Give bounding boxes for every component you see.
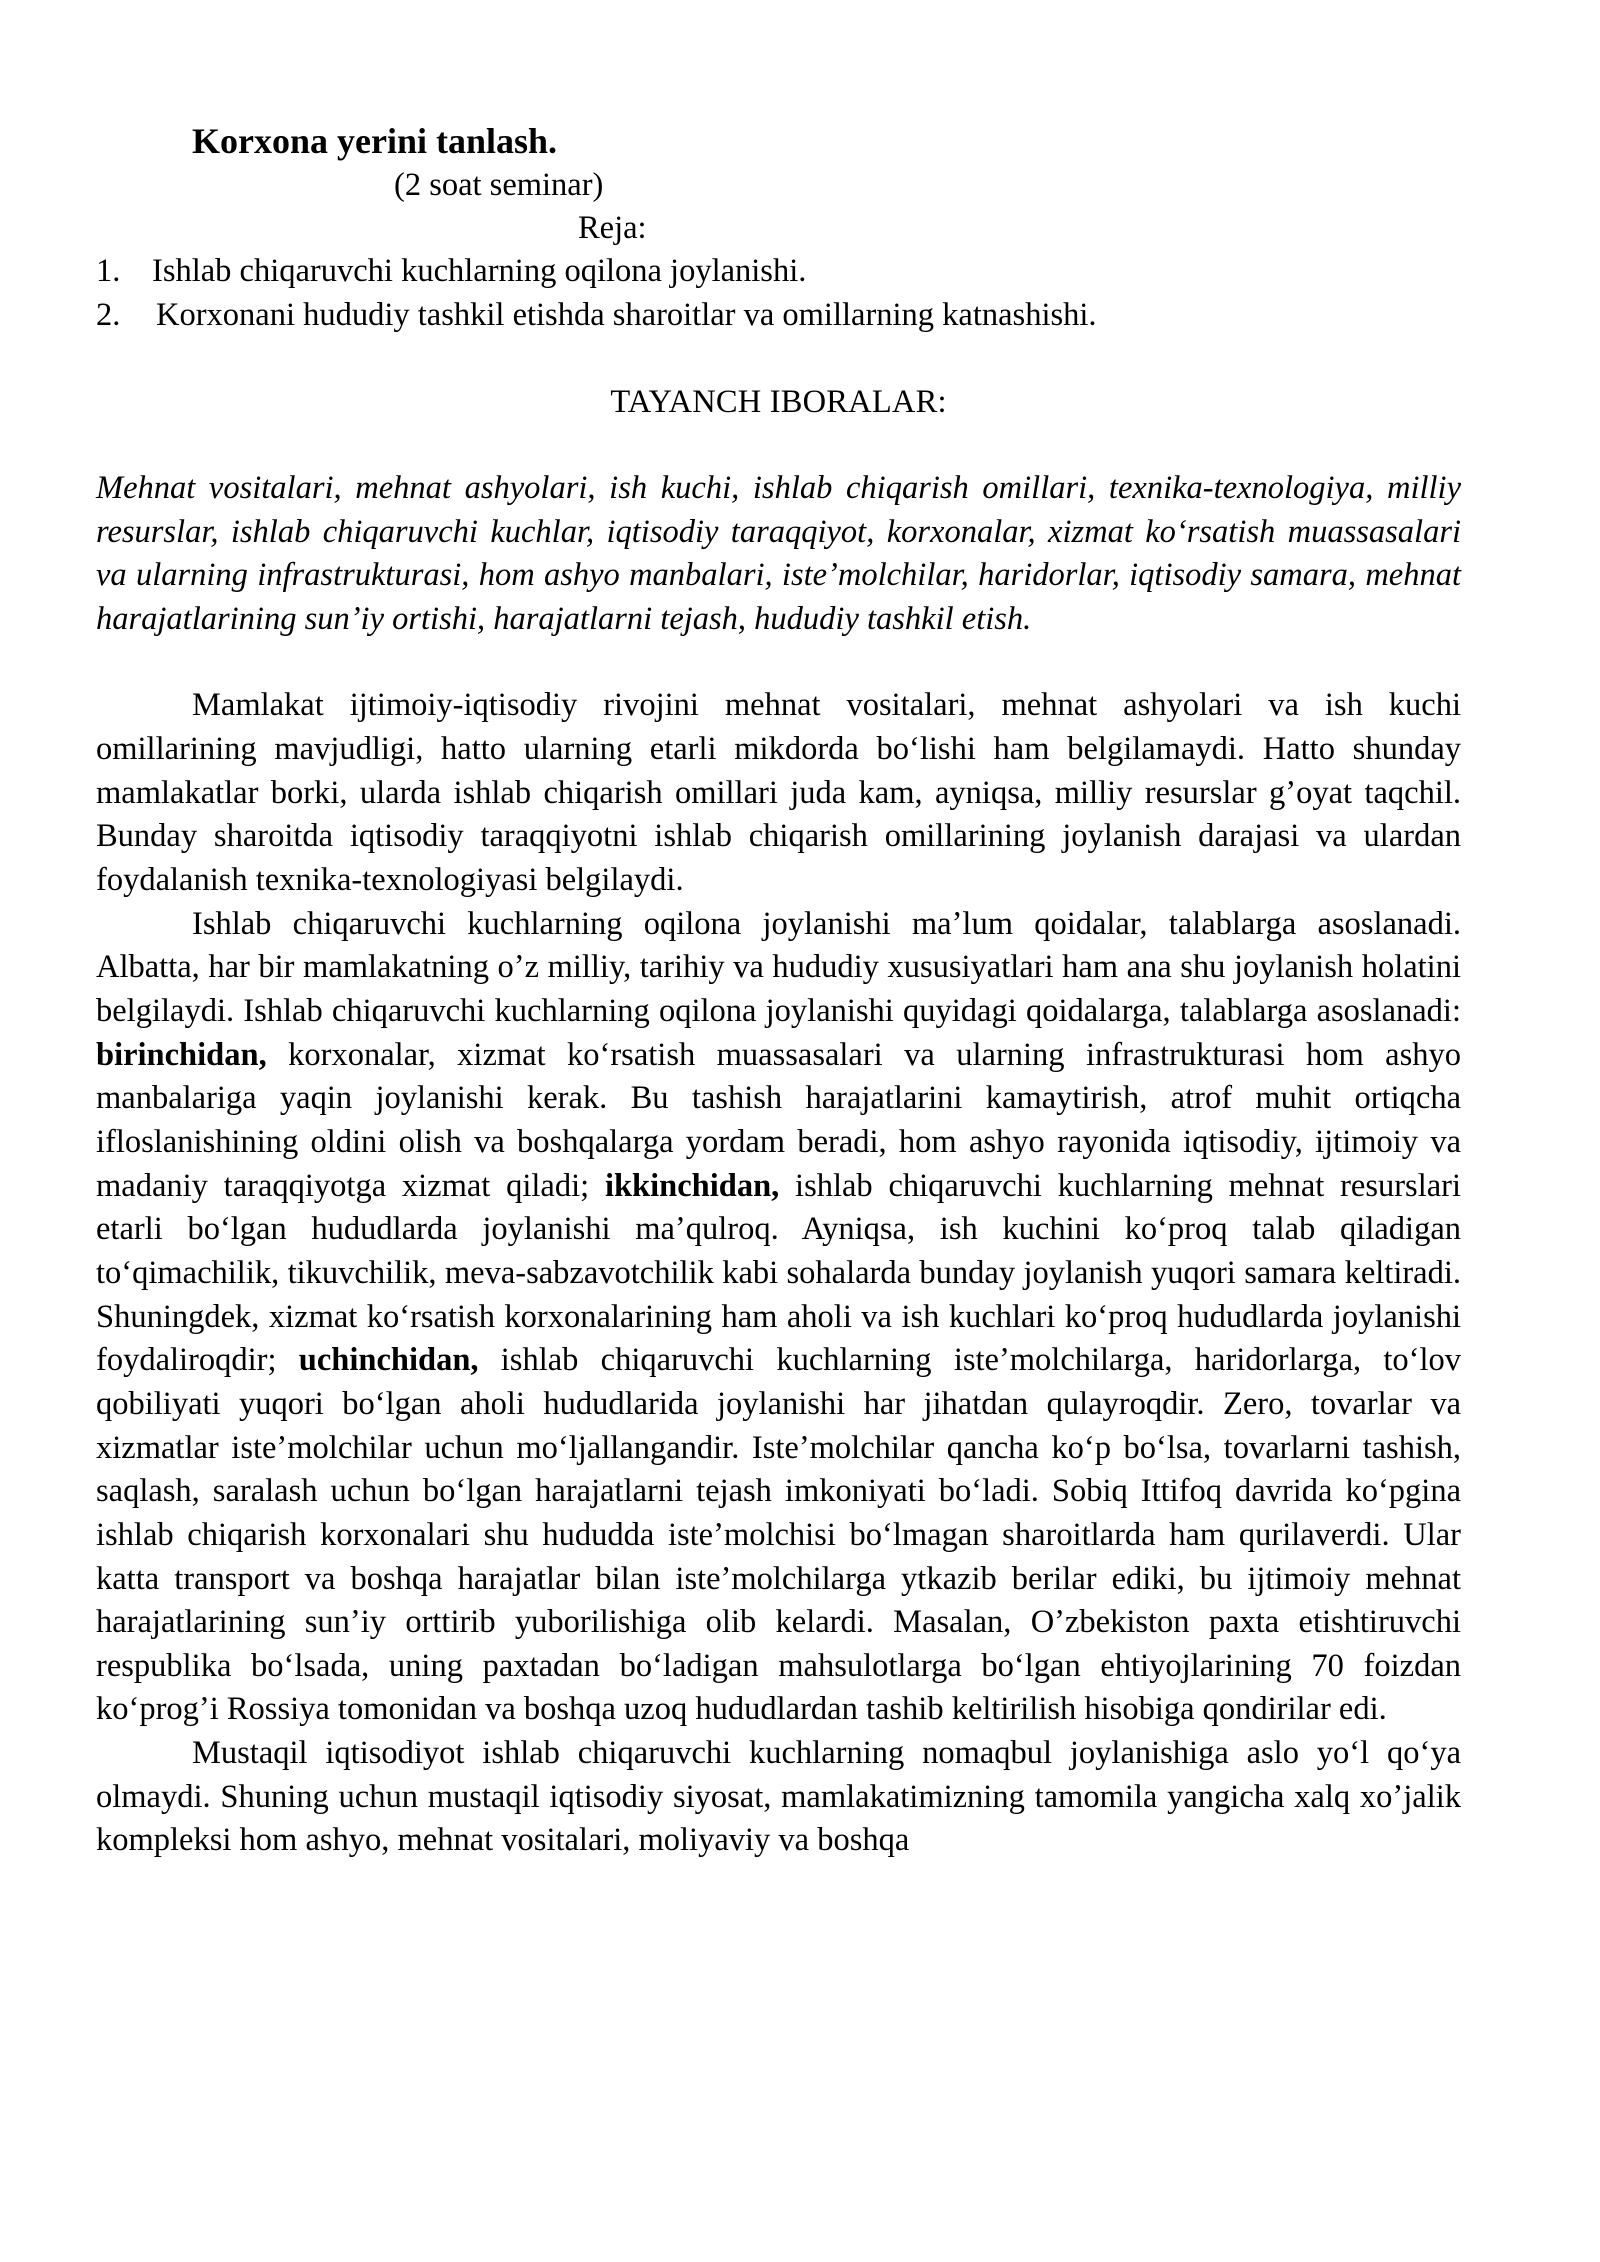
plan-item-text: Korxonani hududiy tashkil etishda sharoitlar va omillarning katnashishi. xyxy=(156,296,1097,333)
paragraph-text: ishlab chiqaruvchi kuchlarning isteʼmolchilarga, haridorlarga, toʻlov qobiliyati yuqori boʻlgan aholi hududlarida joylanishi har jihatdan qulayroqdir. Zero, tovarlar va xizmatlar isteʼmolchilar uchun moʻljallangandir. Isteʼmolchilar qancha koʻp boʻlsa, tovarlarni tashish, saqlash, saralash uchun boʻlgan harajatlarni tejash imkoniyati boʻladi. Sobiq Ittifoq davrida koʻpgina ishlab chiqarish korxonalari shu hududda isteʼmolchisi boʻlmagan sharoitlarda ham qurilaverdi. Ular katta transport va boshqa harajatlar bilan isteʼmolchilarga ytkazib berilar ediki, bu ijtimoiy mehnat harajatlarining sunʼiy orttirib yuborilishiga olib kelardi. Masalan, Oʼzbekiston paxta etishtiruvchi respublika boʻlsada, uning paxtadan boʻladigan mahsulotlarga boʻlgan ehtiyojlarining 70 foizdan koʻprogʼi Rossiya tomonidan va boshqa uzoq hududlardan tashib keltirilish hisobiga qondirilar edi. xyxy=(96,1342,1462,1728)
plan-item xyxy=(96,294,1461,338)
paragraph xyxy=(96,684,1461,902)
document-page xyxy=(96,118,1461,1863)
document-title: Korxona yerini tanlash. xyxy=(192,121,558,161)
emphasis-uchinchidan: uchinchidan, xyxy=(298,1342,479,1379)
emphasis-birinchidan: birinchidan, xyxy=(96,1036,267,1073)
document-subtitle: (2 soat seminar) xyxy=(394,167,604,203)
plan-item-text: Ishlab chiqaruvchi kuchlarning oqilona joylanishi. xyxy=(152,253,807,289)
paragraph xyxy=(96,1732,1461,1863)
paragraph-text: Mustaqil iqtisodiyot ishlab chiqaruvchi kuchlarning nomaqbul joylanishiga aslo yoʻl qoʻya olmaydi. Shuning uchun mustaqil iqtisodiy siyosat, mamlakatimizning tamomila yangicha xalq xoʼjalik kompleksi hom ashyo, mehnat vositalari, moliyaviy va boshqa xyxy=(96,1735,1461,1859)
body-text xyxy=(96,684,1461,1863)
plan-item-number: 2. xyxy=(96,296,121,333)
paragraph-text: korxonalar, xizmat koʻrsatish muassasalari va ularning infrastrukturasi hom ashyo manbalariga yaqin joylanishi kerak. Bu tashish harajatlarini kamaytirish, atrof muhit ortiqcha ifloslanishining oldini olish va boshqalarga yordam beradi, hom ashyo rayonida iqtisodiy, ijtimoiy va madaniy taraqqiyotga xizmat qiladi; xyxy=(96,1036,1461,1204)
keywords-text: Mehnat vositalari, mehnat ashyolari, ish kuchi, ishlab chiqarish omillari, texnika-texnologiya, milliy resurslar, ishlab chiqaruvchi kuchlar, iqtisodiy taraqqiyot, korxonalar, xizmat koʻrsatish muassasalari va ularning infrastrukturasi, hom ashyo manbalari, isteʼmolchilar, haridorlar, iqtisodiy samara, mehnat harajatlarining sunʼiy ortishi, harajatlarni tejash, hududiy tashkil etish. xyxy=(96,470,1461,637)
keywords-heading: TAYANCH IBORALAR: xyxy=(610,384,947,420)
paragraph-text: ishlab chiqaruvchi kuchlarning mehnat resurslari etarli boʻlgan hududlarda joylanishi maʼqulroq. Ayniqsa, ish kuchini koʻproq talab qiladigan toʻqimachilik, tikuvchilik, meva-sabzavotchilik kabi sohalarda bunday joylanish yuqori samara keltiradi. Shuningdek, xizmat koʻrsatish korxonalarining ham aholi va ish kuchlari koʻproq hududlarda joylanishi foydaliroqdir; xyxy=(96,1167,1462,1379)
paragraph xyxy=(96,903,1461,1732)
paragraph-text: Ishlab chiqaruvchi kuchlarning oqilona joylanishi maʼlum qoidalar, talablarga asoslanadi. Albatta, har bir mamlakatning oʼz milliy, tarihiy va hududiy xususiyatlari ham ana shu joylanish holatini belgilaydi. Ishlab chiqaruvchi kuchlarning oqilona joylanishi quyidagi qoidalarga, talablarga asoslanadi: xyxy=(96,905,1461,1029)
plan-list xyxy=(96,250,1461,337)
plan-item-number: 1. xyxy=(96,253,121,289)
emphasis-ikkinchidan: ikkinchidan, xyxy=(604,1167,780,1204)
paragraph-text: Mamlakat ijtimoiy-iqtisodiy rivojini mehnat vositalari, mehnat ashyolari va ish kuchi omillarining mavjudligi, hatto ularning etarli mikdorda boʻlishi ham belgilamaydi. Hatto shunday mamlakatlar borki, ularda ishlab chiqarish omillari juda kam, ayniqsa, milliy resurslar gʼoyat taqchil. Bunday sharoitda iqtisodiy taraqqiyotni ishlab chiqarish omillarining joylanish darajasi va ulardan foydalanish texnika-texnologiyasi belgilaydi. xyxy=(96,687,1461,898)
plan-label: Reja: xyxy=(578,210,647,246)
plan-item xyxy=(96,250,1461,294)
